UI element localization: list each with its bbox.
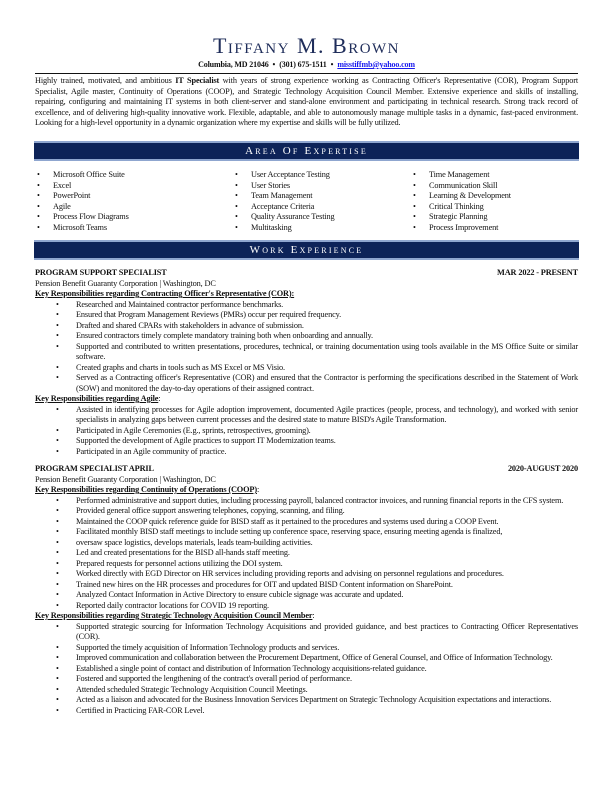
bullet-list <box>35 300 578 395</box>
skill-item: • User Stories <box>233 181 411 192</box>
bullet-item: • Assisted in identifying processes for Agile adoption improvement, documented Agile practices (people, process, and technology), and worked with senior specialists in analyzing gaps between current processes and the desired state to mature BISD's Agile Transformation. <box>76 405 578 426</box>
skill-item: • Strategic Planning <box>411 212 571 223</box>
job-title-row <box>35 464 578 475</box>
bullet-item: • Led and created presentations for the BISD all-hands staff meeting. <box>76 548 578 559</box>
bullet-item: • Supported and contributed to written presentations, procedures, technical, or training documentation using tools available in the MS Office Suite or similar software. <box>76 342 578 363</box>
skills-column <box>233 170 411 233</box>
expertise-banner: Area Of Expertise <box>34 141 579 161</box>
heading-text: Key Responsibilities regarding Strategic Technology Acquisition Council Member <box>35 611 313 620</box>
skill-item: • Multitasking <box>233 223 411 234</box>
skill-item: • Process Improvement <box>411 223 571 234</box>
heading-text: Key Responsibilities regarding Contracting Officer's Representative (COR): <box>35 289 295 298</box>
bullet-item: • Attended scheduled Strategic Technology Acquisition Council Meetings. <box>76 685 578 696</box>
bullet-item: • Performed administrative and support duties, including processing payroll, balanced contractor invoices, and running financial reports in the CFS system. <box>76 496 578 507</box>
job-entry <box>35 464 578 716</box>
skill-item: • Process Flow Diagrams <box>35 212 233 223</box>
skill-item: • Quality Assurance Testing <box>233 212 411 223</box>
bullet-item: • Supported the development of Agile practices to support IT Modernization teams. <box>76 436 578 447</box>
job-entry <box>35 268 578 457</box>
bullet-item: • Certified in Practicing FAR-COR Level. <box>76 706 578 717</box>
phone: (301) 675-1511 <box>279 60 327 69</box>
skill-item: • Agile <box>35 202 233 213</box>
job-title: PROGRAM SUPPORT SPECIALIST <box>35 268 167 277</box>
separator-dot: • <box>272 60 276 69</box>
heading-text: Key Responsibilities regarding Continuity of Operations (COOP) <box>35 485 257 494</box>
bullet-item: • Prepared requests for personnel actions utilizing the DOI system. <box>76 559 578 570</box>
company: Pension Benefit Guaranty Corporation | Washington, DC <box>35 278 216 288</box>
summary-text: Highly trained, motivated, and ambitious <box>35 76 176 85</box>
job-dates: 2020-AUGUST 2020 <box>507 464 578 473</box>
bullet-item: • Facilitated monthly BISD staff meetings to include setting up conference space, reserving space, ensuring meeting agenda is finalized, <box>76 527 578 538</box>
skill-item: • Learning & Development <box>411 191 571 202</box>
bullet-item: • Served as a Contracting officer's Representative (COR) and ensured that the Contractor is performing the specifications described in the Statement of Work (SOW) and monitored the day-to-day operations of their assigned contract. <box>76 373 578 394</box>
bullet-item: • Participated in Agile Ceremonies (E.g., sprints, retrospectives, grooming). <box>76 426 578 437</box>
bullet-item: • Participated in an Agile community of practice. <box>76 447 578 458</box>
summary-title: IT Specialist <box>175 76 220 85</box>
candidate-name: Tiffany M. Brown <box>212 33 401 58</box>
bullet-item: • Supported the timely acquisition of Information Technology products and services. <box>76 643 578 654</box>
skill-item: • Acceptance Criteria <box>233 202 411 213</box>
skill-item: • Microsoft Office Suite <box>35 170 233 181</box>
skill-item: • Communication Skill <box>411 181 571 192</box>
bullet-item: • oversaw space logistics, develops materials, leads team-building activities. <box>76 538 578 549</box>
skill-item: • Time Management <box>411 170 571 181</box>
bullet-item: • Trained new hires on the HR processes and procedures for OIT and updated BISD Content information on SharePoint. <box>76 580 578 591</box>
contact-line <box>35 60 578 70</box>
bullet-list <box>35 405 578 458</box>
location: Columbia, MD 21046 <box>198 60 269 69</box>
bullet-item: • Worked directly with EGD Director on HR services including providing reports and advising on personnel regulations and procedures. <box>76 569 578 580</box>
bullet-item: • Provided general office support answering telephones, copying, scanning, and filing. <box>76 506 578 517</box>
bullet-item: • Established a single point of contact and distribution of Information Technology acquisitions-related guidance. <box>76 664 578 675</box>
bullet-item: • Acted as a liaison and advocated for the Business Innovation Services Department on Strategic Technology Acquisition expectations and interactions. <box>76 695 578 706</box>
job-title: PROGRAM SPECIALIST APRIL <box>35 464 154 473</box>
bullet-item: • Analyzed Contact Information in Active Directory to ensure cubicle signage was accurate and updated. <box>76 590 578 601</box>
skills-column <box>35 170 233 233</box>
responsibilities-heading <box>35 394 578 405</box>
bullet-item: • Reported daily contractor locations for COVID 19 reporting. <box>76 601 578 612</box>
bullet-item: • Ensured that Program Management Reviews (PMRs) occur per required frequency. <box>76 310 578 321</box>
heading-text: Key Responsibilities regarding Agile <box>35 394 159 403</box>
separator-dot: • <box>330 60 334 69</box>
bullet-item: • Improved communication and collaboration between the Procurement Department, Office of General Counsel, and Office of Information Technology. <box>76 653 578 664</box>
email-link[interactable]: misstiffmb@yahoo.com <box>337 60 415 69</box>
summary-text: with years of strong experience working as Contracting Officer's Representative (COR), Program Support Specialist, Agile master, Continuity of Operations (COOP), and Strategic Technology Acquisition Council Member. Extensive experience and skills of installing, repairing, configuring and maintaining IT systems in both client-server and stand-alone environment and participating in technical research. Strong track record of excellence, and of delivering high-quality innovative work. Flexible, adaptable, and able to autonomously manage multiple tasks in a dynamic, fast-paced environment. Looking for a high-level opportunity in a dynamic organization where my expertise and skills will be fully utilized. <box>35 76 579 128</box>
bullet-item: • Supported strategic sourcing for Information Technology Acquisitions and provided guidance, and best practices to Contracting Officer Representatives (COR). <box>76 622 578 643</box>
heading-colon: : <box>158 394 161 403</box>
summary <box>35 76 578 129</box>
bullet-list <box>35 496 578 612</box>
skill-item: • Critical Thinking <box>411 202 571 213</box>
bullet-item: • Drafted and shared CPARs with stakeholders in advance of submission. <box>76 321 578 332</box>
company: Pension Benefit Guaranty Corporation | Washington, DC <box>35 474 216 484</box>
responsibilities-heading <box>35 289 578 300</box>
bullet-item: • Researched and Maintained contractor performance benchmarks. <box>76 300 578 311</box>
skill-item: • PowerPoint <box>35 191 233 202</box>
responsibilities-heading <box>35 611 578 622</box>
heading-colon: : <box>312 611 315 620</box>
bullet-item: • Created graphs and charts in tools such as MS Excel or MS Visio. <box>76 363 578 374</box>
bullet-item: • Ensured contractors timely complete mandatory training both when onboarding and annually. <box>76 331 578 342</box>
responsibilities-heading <box>35 485 578 496</box>
skill-item: • Excel <box>35 181 233 192</box>
bullet-list <box>35 622 578 717</box>
skill-item: • User Acceptance Testing <box>233 170 411 181</box>
experience-banner: Work Experience <box>34 240 579 260</box>
job-title-row <box>35 268 578 279</box>
job-dates: MAR 2022 - PRESENT <box>497 268 578 277</box>
skill-item: • Team Management <box>233 191 411 202</box>
skills-column <box>411 170 571 233</box>
bullet-item: • Maintained the COOP quick reference guide for BISD staff as it pertained to the procedures and systems used during a COOP Event. <box>76 517 578 528</box>
header-divider <box>35 73 578 74</box>
heading-colon: : <box>256 485 260 494</box>
bullet-item: • Fostered and supported the lengthening of the contract's overall period of performance. <box>76 674 578 685</box>
skill-item: • Microsoft Teams <box>35 223 233 234</box>
skills-list <box>35 170 578 233</box>
